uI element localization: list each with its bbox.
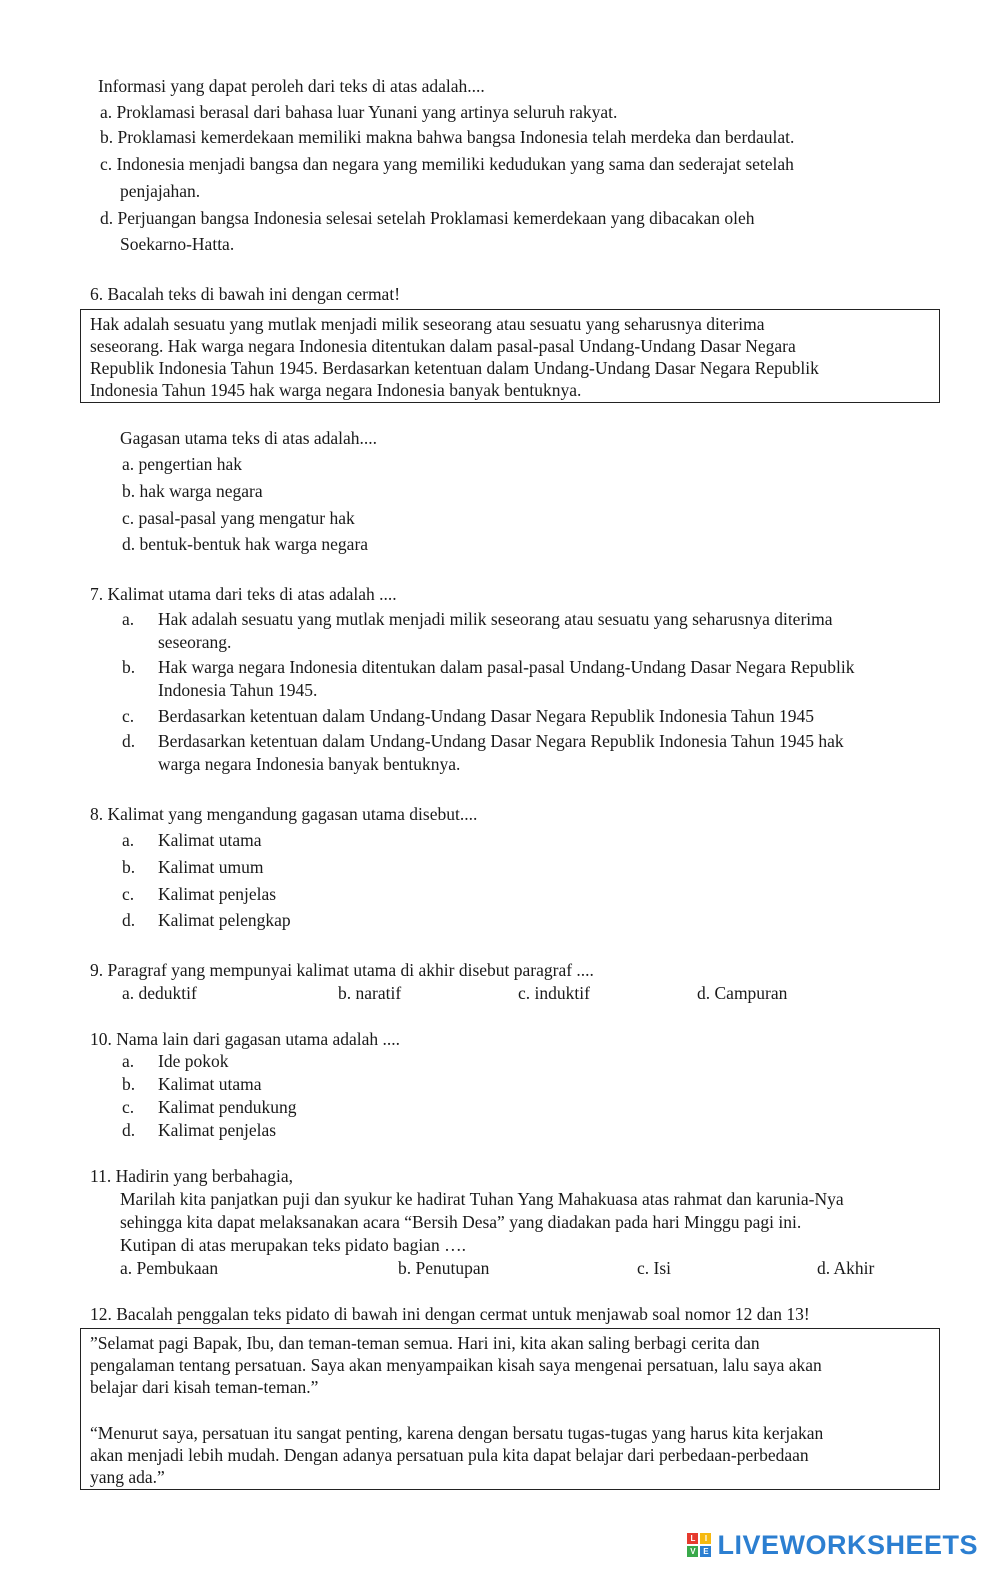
- q11-line: Marilah kita panjatkan puji dan syukur ke hadirat Tuhan Yang Mahakuasa atas rahmat dan karunia-Nya: [120, 1189, 844, 1209]
- q8-stem: 8. Kalimat yang mengandung gagasan utama disebut....: [90, 804, 478, 824]
- q11-option-a: a. Pembukaan: [120, 1258, 219, 1278]
- q9-option-d: d. Campuran: [697, 983, 788, 1003]
- q8-option-c-letter: c.: [122, 884, 135, 904]
- q9-option-a: a. deduktif: [122, 983, 197, 1003]
- q6-option-d: d. bentuk-bentuk hak warga negara: [122, 534, 369, 554]
- q12-passage-line: akan menjadi lebih mudah. Dengan adanya persatuan pula kita dapat belajar dari perbedaan-perbedaan: [90, 1445, 809, 1465]
- q6-option-b: b. hak warga negara: [122, 481, 263, 501]
- q6-passage-line: Hak adalah sesuatu yang mutlak menjadi milik seseorang atau sesuatu yang seharusnya diterima: [90, 314, 765, 334]
- q9-option-b: b. naratif: [338, 983, 402, 1003]
- q7-option-a-cont: seseorang.: [158, 632, 232, 652]
- q10-option-d-letter: d.: [122, 1120, 136, 1140]
- q7-option-d-letter: d.: [122, 731, 136, 751]
- q5-option-a: a. Proklamasi berasal dari bahasa luar Yunani yang artinya seluruh rakyat.: [100, 102, 618, 122]
- q7-option-d-cont: warga negara Indonesia banyak bentuknya.: [158, 754, 461, 774]
- q11-option-b: b. Penutupan: [398, 1258, 490, 1278]
- q7-option-a-letter: a.: [122, 609, 135, 629]
- q12-passage-line: ”Selamat pagi Bapak, Ibu, dan teman-teman semua. Hari ini, kita akan saling berbagi cerita dan: [90, 1333, 760, 1353]
- q11-stem: 11. Hadirin yang berbahagia,: [90, 1166, 293, 1186]
- q6-option-c: c. pasal-pasal yang mengatur hak: [122, 508, 355, 528]
- q5-option-b: b. Proklamasi kemerdekaan memiliki makna bahwa bangsa Indonesia telah merdeka dan berdaulat.: [100, 127, 795, 147]
- q10-option-a-letter: a.: [122, 1051, 135, 1071]
- q9-stem: 9. Paragraf yang mempunyai kalimat utama di akhir disebut paragraf ....: [90, 960, 594, 980]
- q8-option-b: Kalimat umum: [158, 857, 264, 877]
- q11-question: Kutipan di atas merupakan teks pidato bagian ….: [120, 1235, 467, 1255]
- q10-option-b: Kalimat utama: [158, 1074, 262, 1094]
- q8-option-c: Kalimat penjelas: [158, 884, 277, 904]
- q12-passage-line: pengalaman tentang persatuan. Saya akan menyampaikan kisah saya mengenai persatuan, lalu saya akan: [90, 1355, 822, 1375]
- q11-line: sehingga kita dapat melaksanakan acara “Bersih Desa” yang diadakan pada hari Minggu pagi ini.: [120, 1212, 802, 1232]
- q10-option-b-letter: b.: [122, 1074, 136, 1094]
- q10-option-c-letter: c.: [122, 1097, 135, 1117]
- liveworksheets-logo: [687, 1528, 978, 1562]
- q5-option-d: d. Perjuangan bangsa Indonesia selesai setelah Proklamasi kemerdekaan yang dibacakan oleh: [100, 208, 755, 228]
- q8-option-a: Kalimat utama: [158, 830, 262, 850]
- q8-option-d-letter: d.: [122, 910, 136, 930]
- logo-tile: L: [687, 1533, 698, 1544]
- logo-tile: E: [700, 1546, 711, 1557]
- q8-option-d: Kalimat pelengkap: [158, 910, 291, 930]
- q7-option-b-letter: b.: [122, 657, 136, 677]
- q6-passage-line: Republik Indonesia Tahun 1945. Berdasarkan ketentuan dalam Undang-Undang Dasar Negara Republik: [90, 358, 819, 378]
- q7-option-b-cont: Indonesia Tahun 1945.: [158, 680, 318, 700]
- q10-option-c: Kalimat pendukung: [158, 1097, 297, 1117]
- q10-option-a: Ide pokok: [158, 1051, 229, 1071]
- q7-option-c-letter: c.: [122, 706, 135, 726]
- q12-passage-line: belajar dari kisah teman-teman.”: [90, 1377, 319, 1397]
- q10-option-d: Kalimat penjelas: [158, 1120, 277, 1140]
- logo-grid-icon: [687, 1533, 711, 1557]
- q6-passage-line: seseorang. Hak warga negara Indonesia ditentukan dalam pasal-pasal Undang-Undang Dasar Negara: [90, 336, 796, 356]
- q12-passage-line: “Menurut saya, persatuan itu sangat penting, karena dengan bersatu tugas-tugas yang harus kita kerjakan: [90, 1423, 824, 1443]
- q12-stem: 12. Bacalah penggalan teks pidato di bawah ini dengan cermat untuk menjawab soal nomor 12 dan 13!: [90, 1304, 810, 1324]
- q6-question: Gagasan utama teks di atas adalah....: [120, 428, 378, 448]
- q6-stem: 6. Bacalah teks di bawah ini dengan cermat!: [90, 284, 401, 304]
- q6-passage-line: Indonesia Tahun 1945 hak warga negara Indonesia banyak bentuknya.: [90, 380, 582, 400]
- q8-option-a-letter: a.: [122, 830, 135, 850]
- logo-tile: I: [700, 1533, 711, 1544]
- q11-option-c: c. Isi: [637, 1258, 672, 1278]
- logo-tile: V: [687, 1546, 698, 1557]
- q5-option-c-cont: penjajahan.: [120, 181, 201, 201]
- q6-option-a: a. pengertian hak: [122, 454, 243, 474]
- q5-option-c: c. Indonesia menjadi bangsa dan negara yang memiliki kedudukan yang sama dan sederajat setelah: [100, 154, 794, 174]
- q12-passage-line: yang ada.”: [90, 1467, 165, 1487]
- q7-stem: 7. Kalimat utama dari teks di atas adalah ....: [90, 584, 397, 604]
- q5-stem: Informasi yang dapat peroleh dari teks di atas adalah....: [98, 76, 485, 96]
- q9-option-c: c. induktif: [518, 983, 590, 1003]
- q11-option-d: d. Akhir: [817, 1258, 875, 1278]
- logo-text: LIVEWORKSHEETS: [717, 1530, 978, 1560]
- q8-option-b-letter: b.: [122, 857, 136, 877]
- q7-option-d: Berdasarkan ketentuan dalam Undang-Undang Dasar Negara Republik Indonesia Tahun 1945 hak: [158, 731, 844, 751]
- q7-option-a: Hak adalah sesuatu yang mutlak menjadi milik seseorang atau sesuatu yang seharusnya diterima: [158, 609, 833, 629]
- q7-option-b: Hak warga negara Indonesia ditentukan dalam pasal-pasal Undang-Undang Dasar Negara Republik: [158, 657, 855, 677]
- q10-stem: 10. Nama lain dari gagasan utama adalah ....: [90, 1029, 401, 1049]
- q7-option-c: Berdasarkan ketentuan dalam Undang-Undang Dasar Negara Republik Indonesia Tahun 1945: [158, 706, 814, 726]
- q5-option-d-cont: Soekarno-Hatta.: [120, 234, 235, 254]
